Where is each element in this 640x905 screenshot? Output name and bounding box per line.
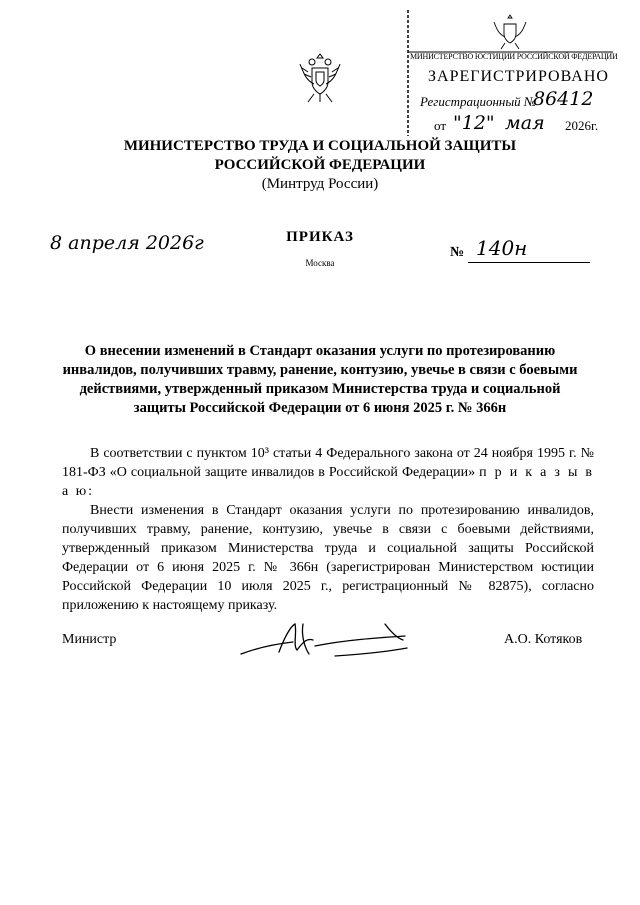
ministry-line-1: МИНИСТЕРСТВО ТРУДА И СОЦИАЛЬНОЙ ЗАЩИТЫ xyxy=(123,138,517,154)
order-command: п р и к а з ы в а ю: xyxy=(62,465,595,499)
order-city: Москва xyxy=(305,258,335,268)
stamp-organization: МИНИСТЕРСТВО ЮСТИЦИИ РОССИЙСКОЙ ФЕДЕРАЦИИ xyxy=(410,52,618,61)
stamp-date-day: "12" xyxy=(453,112,495,134)
stamp-date-year: 2026г. xyxy=(565,118,599,133)
signer-position: Министр xyxy=(62,632,117,647)
body-paragraph-1 xyxy=(62,444,594,501)
order-number-sign: № xyxy=(450,245,465,260)
ministry-name xyxy=(80,137,560,175)
coat-of-arms-icon xyxy=(296,50,344,106)
stamp-status: ЗАРЕГИСТРИРОВАНО xyxy=(428,68,609,85)
order-date-handwritten: 8 апреля 2026г xyxy=(50,232,204,254)
document-title: О внесении изменений в Стандарт оказания услуги по протезированию инвалидов, получивших травму, ранение, контузию, увечье в связи с боевыми действиями, утвержденный приказом Министерства труда и социальной защиты Российской Федерации от 6 июня 2025 г. № 366н xyxy=(62,343,578,416)
ministry-line-2: РОССИЙСКОЙ ФЕДЕРАЦИИ xyxy=(214,157,426,173)
order-heading: ПРИКАЗ xyxy=(286,229,354,245)
stamp-reg-number: 86412 xyxy=(533,88,594,110)
stamp-reg-label: Регистрационный № xyxy=(420,94,537,109)
signer-name: А.О. Котяков xyxy=(504,632,583,647)
stamp-date-month: мая xyxy=(505,112,545,134)
document-body xyxy=(62,444,594,615)
stamp-emblem-icon xyxy=(490,12,530,52)
handwritten-signature xyxy=(235,618,420,666)
ministry-short-name: (Минтруд России) xyxy=(261,176,379,192)
body-paragraph-2: Внести изменения в Стандарт оказания услуги по протезированию инвалидов, получивших травму, ранение, контузию, увечье в связи с боевыми действиями, утвержденный приказом Министерства труда и социальной защиты Российской Федерации от 6 июня 2025 г. № 366н (зарегистрирован Министерством юстиции Российской Федерации 10 июля 2025 г., регистрационный № 82875), согласно приложению к настоящему приказу. xyxy=(62,503,594,613)
order-number-handwritten: 140н xyxy=(476,236,528,260)
order-number-line xyxy=(468,262,590,263)
paragraph-1-text: В соответствии с пунктом 10³ статьи 4 Федерального закона от 24 ноября 1995 г. № 181-ФЗ «О социальной защите инвалидов в Российской Федерации» xyxy=(62,446,594,480)
stamp-date-prefix: от xyxy=(434,118,447,133)
